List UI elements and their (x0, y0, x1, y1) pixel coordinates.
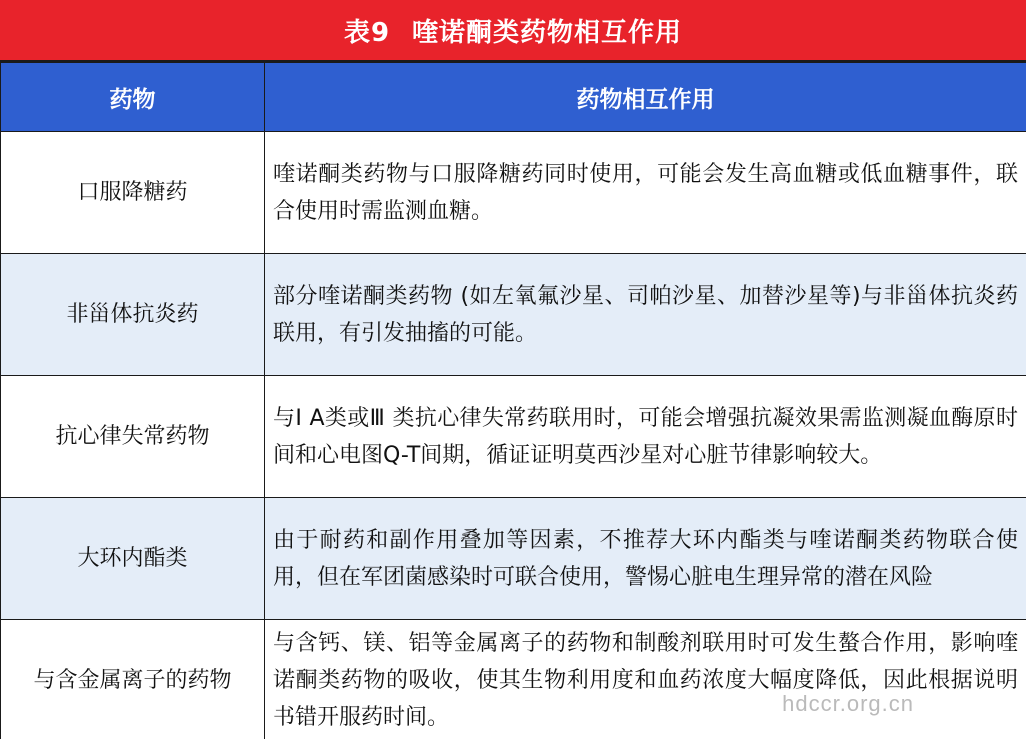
table-row (1, 620, 1026, 739)
table-number: 表9 (343, 17, 391, 48)
header-interaction: 药物相互作用 (265, 63, 1026, 132)
drug-cell: 非甾体抗炎药 (1, 254, 265, 376)
table-row (1, 254, 1026, 376)
interaction-table (0, 62, 1026, 739)
header-drug: 药物 (1, 63, 265, 132)
table-title (0, 0, 1026, 62)
table-row (1, 376, 1026, 498)
effect-cell: 部分喹诺酮类药物 (如左氧氟沙星、司帕沙星、加替沙星等)与非甾体抗炎药联用，有引发抽搐的可能。 (265, 254, 1026, 376)
header-row (1, 63, 1026, 132)
table-row (1, 132, 1026, 254)
effect-cell: 与Ⅰ A类或Ⅲ 类抗心律失常药联用时，可能会增强抗凝效果需监测凝血酶原时间和心电图Q-T间期，循证证明莫西沙星对心脏节律影响较大。 (265, 376, 1026, 498)
drug-cell: 大环内酯类 (1, 498, 265, 620)
table-title-text: 喹诺酮类药物相互作用 (412, 17, 683, 48)
watermark: hdccr.org.cn (782, 691, 914, 716)
effect-cell: 喹诺酮类药物与口服降糖药同时使用，可能会发生高血糖或低血糖事件，联合使用时需监测血糖。 (265, 132, 1026, 254)
drug-cell: 与含金属离子的药物 (1, 620, 265, 739)
effect-cell: 由于耐药和副作用叠加等因素，不推荐大环内酯类与喹诺酮类药物联合使用，但在军团菌感染时可联合使用，警惕心脏电生理异常的潜在风险 (265, 498, 1026, 620)
drug-cell: 抗心律失常药物 (1, 376, 265, 498)
drug-cell: 口服降糖药 (1, 132, 265, 254)
table-row (1, 498, 1026, 620)
effect-cell: 与含钙、镁、铝等金属离子的药物和制酸剂联用时可发生螯合作用，影响喹诺酮类药物的吸收，使其生物利用度和血药浓度大幅度降低，因此根据说明书错开服药时间。 (265, 620, 1026, 739)
